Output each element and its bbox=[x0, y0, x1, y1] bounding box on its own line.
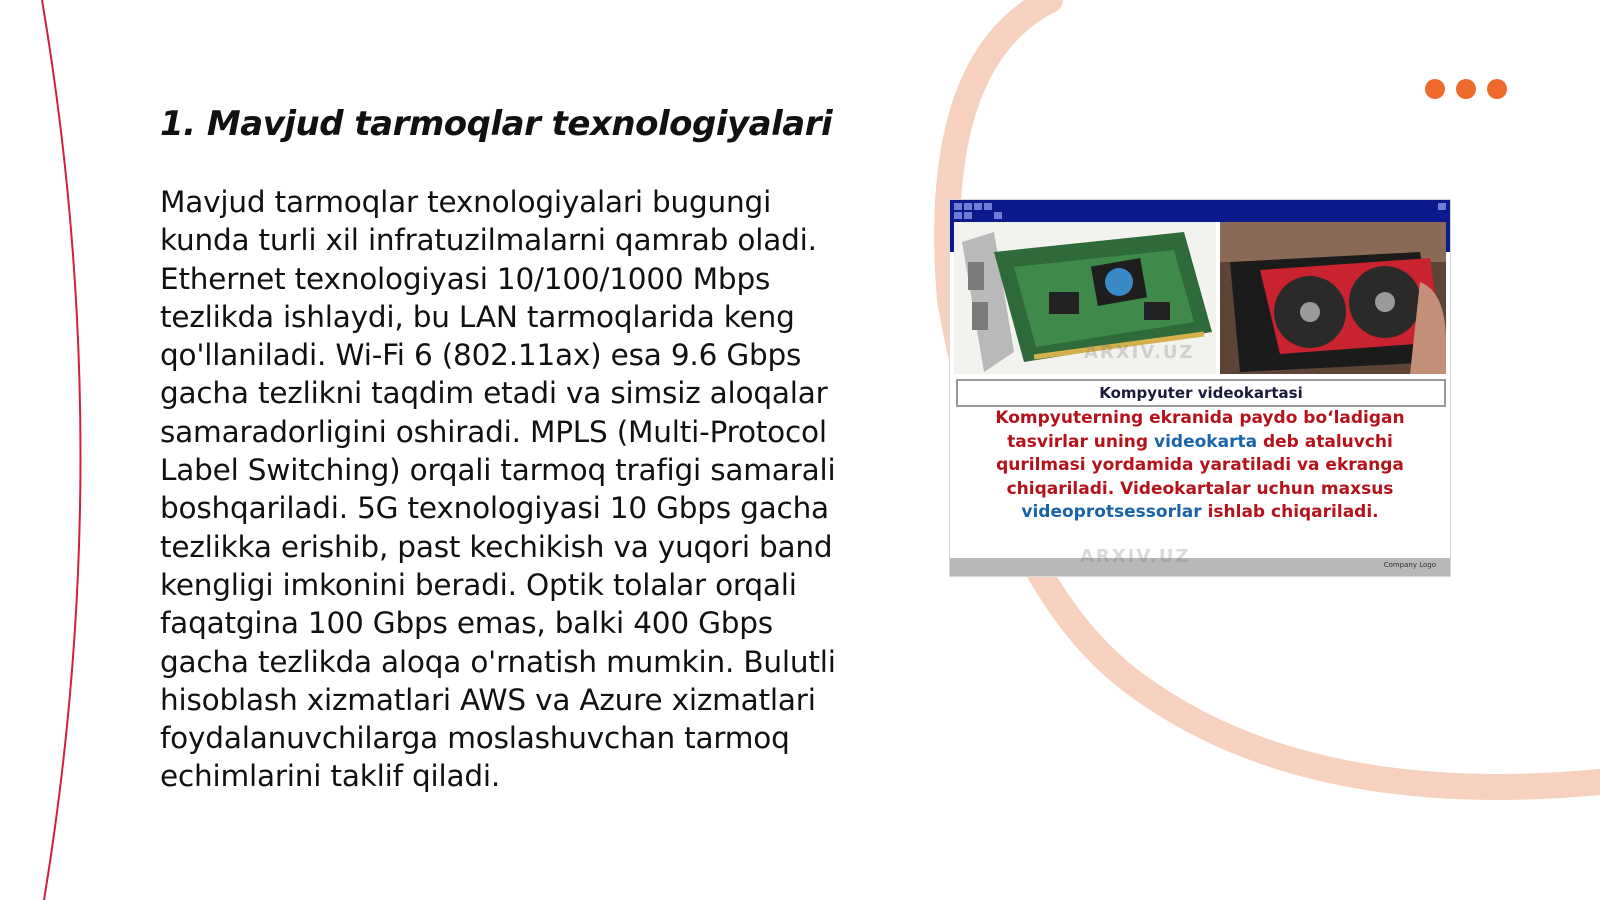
graphics-card-photo-left bbox=[954, 222, 1216, 374]
watermark-text: ARXIV.UZ bbox=[1084, 342, 1195, 363]
graphics-card-picture bbox=[950, 200, 1450, 576]
gaming-card-illustration bbox=[1220, 222, 1446, 374]
description-text: ishlab chiqariladi. bbox=[1201, 502, 1379, 522]
slide-body-text: Mavjud tarmoqlar texnologiyalari bugungi kunda turli xil infratuzilmalarni qamrab oladi. Ethernet texnologiyasi 10/100/1000 Mbps tezlikda ishlaydi, bu LAN tarmoqlarida keng qo'llaniladi. Wi-Fi 6 (802.11ax) esa 9.6 Gbps gacha tezlikni taqdim etadi va simsiz aloqalar samaradorligini oshiradi. MPLS (Multi-Protocol Label Switching) orqali tarmoq trafigi samarali boshqariladi. 5G texnologiyasi 10 Gbps gacha tezlikka erishib, past kechikish va yuqori band kengligi imkonini beradi. Optik tolalar orqali faqatgina 100 Gbps emas, balki 400 Gbps gacha tezlikda aloqa o'rnatish mumkin. Bulutli hisoblash xizmatlari AWS va Azure xizmatlari foydalanuvchilarga moslashuvchan tarmoq echimlarini taklif qiladi. bbox=[160, 185, 836, 794]
dot-icon bbox=[1487, 79, 1507, 99]
picture-footer-bar bbox=[950, 558, 1450, 576]
dot-icon bbox=[1456, 79, 1476, 99]
decorative-dots bbox=[1425, 79, 1507, 99]
picture-description bbox=[960, 407, 1440, 525]
slide-title: 1. Mavjud tarmoqlar texnologiyalari bbox=[160, 104, 833, 144]
description-highlight: videokarta bbox=[1154, 431, 1258, 452]
description-highlight: videoprotsessorlar bbox=[1021, 502, 1202, 522]
description-text: deb ataluvchi qurilmasi yordamida yaratiladi va ekranga chiqariladi. Videokartalar uchun maxsus bbox=[996, 431, 1404, 499]
left-red-curve bbox=[42, 0, 81, 900]
picture-caption: Kompyuter videokartasi bbox=[956, 379, 1446, 407]
picture-header-bar bbox=[950, 200, 1450, 222]
footer-logo-text: Company Logo bbox=[1383, 561, 1436, 569]
watermark-text: ARXIV.UZ bbox=[1080, 546, 1191, 567]
dot-icon bbox=[1425, 79, 1445, 99]
description-text: Kompyuterning ekranida paydo bo‘ladigan tasvirlar uning bbox=[995, 408, 1405, 452]
graphics-card-photo-right bbox=[1220, 222, 1446, 374]
